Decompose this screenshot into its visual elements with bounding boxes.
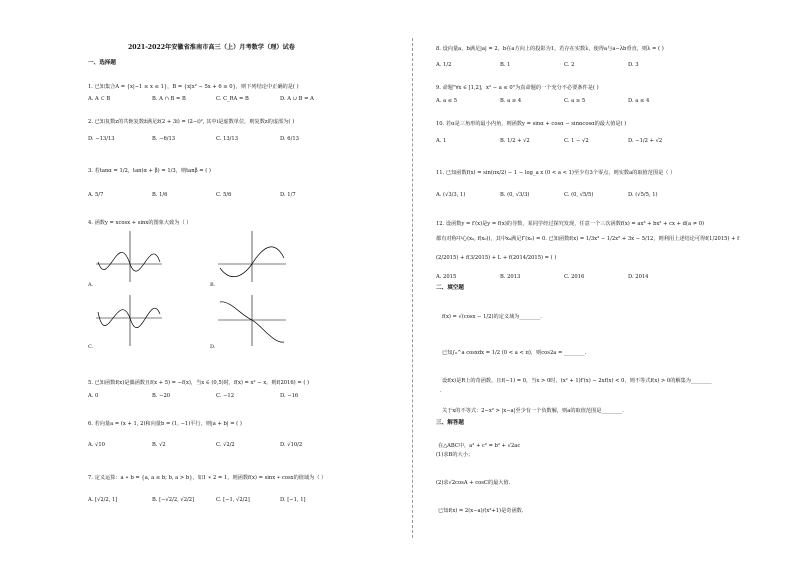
q6-option-b[interactable]: B. √2 [152, 442, 166, 448]
q12-option-b[interactable]: B. 2013 [500, 274, 521, 280]
q9-options [436, 98, 692, 105]
q6-option-d[interactable]: D. √10/2 [280, 442, 303, 448]
q9-option-c[interactable]: C. a ≥ 5 [564, 98, 586, 104]
q6-stem: 6. 若向量a = (x + 1, 2)和向量b = (1, −1)平行，则|a + b| = ( ) [88, 421, 242, 427]
ans-q17-stem: 在△ABC中，a² + c² = b² + √2ac [438, 443, 521, 449]
ans-q17-part1: (1)求B的大小； [436, 452, 474, 458]
q12-options [436, 274, 692, 281]
graph-a-curve [98, 252, 160, 271]
q5-option-a[interactable]: A. 0 [88, 393, 99, 399]
q7-option-c[interactable]: C. [−1, √2/2] [216, 497, 250, 503]
q10-option-c[interactable]: C. 1 − √2 [564, 138, 589, 144]
q10-option-b[interactable]: B. 1/2 + √2 [500, 138, 530, 144]
exam-title: 2021-2022年安徽省淮南市高三（上）月考数学（理）试卷 [128, 44, 295, 51]
q11-stem: 11. 已知函数f(x) = sin(πx/2) − 1 − log_a x (0 < a < 1)至少有3个零点，则实数a的取值范围是（ ） [436, 170, 676, 176]
ans-q18-stem: 已知f(x) = 2(x−a)/(x²+1)是奇函数. [438, 508, 524, 514]
q11-option-d[interactable]: D. (√5/5, 1) [628, 192, 658, 198]
q8-option-a[interactable]: A. 1/2 [436, 62, 452, 68]
q12-option-d[interactable]: D. 2014 [628, 274, 649, 280]
q5-options [88, 393, 344, 400]
q10-option-a[interactable]: A. 1 [436, 138, 447, 144]
q5-option-c[interactable]: C. −12 [216, 393, 235, 399]
q1-option-c[interactable]: C. C_RA = B [216, 96, 249, 102]
q2-options [88, 136, 344, 143]
q8-options [436, 62, 692, 69]
q2-option-d[interactable]: D. 6/13 [280, 136, 299, 142]
fill-q15[interactable]: 设f(x)是R上的奇函数，且f(−1) = 0，当x > 0时，(x² + 1)f′(x) − 2xf(x) < 0，则不等式f(x) > 0的解集为________ [442, 378, 712, 384]
q10-options [436, 138, 692, 145]
fill-q13[interactable]: f(x) = √(cosx − 1/2)的定义域为________. [442, 314, 542, 320]
q8-option-d[interactable]: D. 3 [628, 62, 639, 68]
q3-option-a[interactable]: A. 5/7 [88, 192, 104, 198]
ans-q17-part2: (2)求√2cosA + cosC的最大值. [436, 480, 511, 486]
q12-line1: 12. 设函数y = f′(x)是y = f(x)的导数，某同学经过探究发现，任意一个三次函数f(x) = ax³ + bx² + cx + d(a ≠ 0) [436, 221, 705, 227]
graph-d[interactable] [216, 292, 288, 348]
q11-option-a[interactable]: A. (√3/3, 1) [436, 192, 466, 198]
graph-b-label: B. [210, 282, 216, 288]
graph-b[interactable] [216, 228, 288, 284]
q8-stem: 8. 设向量a，b满足|a| = 2，b在a方向上的投影为1，若存在实数λ，使得a与a−λb垂直，则λ = ( ) [436, 46, 664, 52]
q9-option-d[interactable]: D. a ≤ 4 [628, 98, 650, 104]
q1-options [88, 96, 344, 103]
q7-option-d[interactable]: D. [−1, 1] [280, 497, 306, 503]
graph-c[interactable] [94, 292, 164, 348]
q2-stem: 2. 已知复数z的共轭复数z̄满足z̄(2 + 3i) = (2−i)², 其中i是虚数单位，则复数z的虚部为( ) [88, 119, 295, 125]
q6-options [88, 442, 344, 449]
q1-option-b[interactable]: B. A ∩ B = B [152, 96, 186, 102]
q3-stem: 3. 若tanα = 1/2，tan(α + β) = 1/3，则tanβ = ( ) [88, 168, 211, 174]
q8-option-c[interactable]: C. 2 [564, 62, 575, 68]
graph-a[interactable] [94, 228, 164, 284]
q10-option-d[interactable]: D. −1/2 + √2 [628, 138, 663, 144]
q8-option-b[interactable]: B. 1 [500, 62, 511, 68]
section-fill: 二、填空题 [436, 285, 464, 291]
q11-option-c[interactable]: C. (0, √5/5) [564, 192, 594, 198]
q2-option-c[interactable]: C. 13/13 [216, 136, 239, 142]
q5-stem: 5. 已知函数f(x)是偶函数且f(x + 5) = −f(x)，当x ∈ (0,5)时，f(x) = x² − x，则f(2016) = ( ) [88, 380, 310, 386]
q11-option-b[interactable]: B. (0, √3/3) [500, 192, 530, 198]
q3-option-b[interactable]: B. 1/6 [152, 192, 168, 198]
graph-a-label: A. [88, 282, 94, 288]
column-divider [412, 38, 413, 538]
graph-d-label: D. [210, 344, 216, 350]
q12-line3: (2/2015) + f(3/2015) + L + f(2014/2015) = ( ) [436, 255, 557, 261]
q7-option-b[interactable]: B. [−√2/2, √2/2] [152, 497, 195, 503]
q9-option-a[interactable]: A. a ≤ 5 [436, 98, 458, 104]
q7-stem: 7. 定义运算：a ∗ b = {a, a ≤ b; b, a > b}，如1 ∗ 2 = 1，则函数f(x) = sinx ∗ cosx的值域为（ ） [88, 475, 327, 481]
q5-option-d[interactable]: D. −16 [280, 393, 299, 399]
q9-option-b[interactable]: B. a ≥ 4 [500, 98, 522, 104]
q12-option-a[interactable]: A. 2015 [436, 274, 457, 280]
q3-options [88, 192, 344, 199]
q3-option-d[interactable]: D. 1/7 [280, 192, 296, 198]
q4-stem: 4. 函数y = xcosx + sinx的图象大致为（ ） [88, 220, 192, 226]
fill-q14[interactable]: 已知∫₀^a cosxdx = 1/2 (0 < a < π)，则cos2a = ________. [442, 350, 587, 356]
q7-options [88, 497, 344, 504]
q12-line2: 都有对称中心(x₀, f(x₀))，其中x₀满足f″(x₀) = 0. 已知函数f(x) = 1/3x³ − 1/2x² + 3x − 5/12，则利用上述结论可得f(1/2015) + f [436, 236, 740, 242]
q1-option-a[interactable]: A. A ⊂ B [88, 96, 111, 102]
q6-option-c[interactable]: C. √2/2 [216, 442, 235, 448]
q5-option-b[interactable]: B. −20 [152, 393, 171, 399]
fill-q15-end: . [440, 388, 442, 394]
fill-q16[interactable]: 关于x的不等式：2−x² > |x−a|至少有一个负数解，则a的取值范围是________. [442, 408, 624, 414]
section-choice: 一、选择题 [88, 60, 116, 66]
q2-option-a[interactable]: D. −13/13 [88, 136, 115, 142]
q7-option-a[interactable]: A. [√2/2, 1] [88, 497, 118, 503]
section-answer: 三、解答题 [436, 420, 464, 426]
q6-option-a[interactable]: A. √10 [88, 442, 105, 448]
q11-options [436, 192, 692, 199]
q1-stem: 1. 已知集合A = {x|−1 ≤ x ≤ 1}，B = {x|x² − 5x + 6 ≥ 0}，则下列结论中正确的是( ) [88, 84, 299, 90]
graph-c-label: C. [88, 344, 94, 350]
q10-stem: 10. 若α是三角形的最小内角，则函数y = sinα + cosα − sinαcosα的最大值是( ) [436, 121, 627, 127]
q9-stem: 9. 命题"∀x ∈ [1,2]，x² − a ≤ 0"为真命题的一个充分不必要条件是( ) [436, 85, 599, 91]
q3-option-c[interactable]: C. 5/6 [216, 192, 232, 198]
q2-option-b[interactable]: B. −6/13 [152, 136, 176, 142]
q12-option-c[interactable]: C. 2016 [564, 274, 585, 280]
q1-option-d[interactable]: D. A ∪ B = A [280, 96, 314, 102]
